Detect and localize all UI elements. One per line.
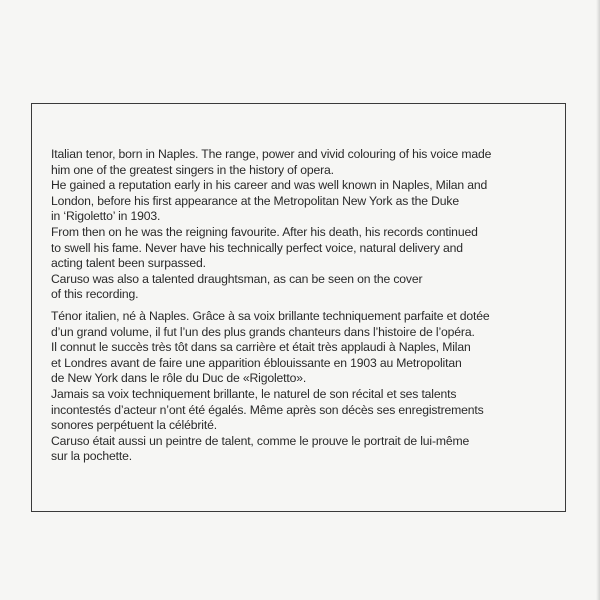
french-line: sur la pochette.	[51, 449, 132, 464]
french-line: Ténor italien, né à Naples. Grâce à sa voix brillante techniquement parfaite et dotée	[51, 309, 490, 323]
english-line: acting talent been surpassed.	[51, 256, 206, 271]
english-line: him one of the greatest singers in the history of opera.	[51, 162, 334, 177]
english-line: From then on he was the reigning favourite. After his death, his records continued	[51, 224, 478, 239]
english-line: to swell his fame. Never have his technically perfect voice, natural delivery and	[51, 240, 463, 255]
english-line: London, before his first appearance at the Metropolitan New York as the Duke	[51, 193, 459, 208]
english-biography	[51, 147, 551, 303]
english-line: Italian tenor, born in Naples. The range, power and vivid colouring of his voice made	[51, 147, 492, 161]
french-line: d’un grand volume, il fut l’un des plus grands chanteurs dans l’histoire de l’opéra.	[51, 324, 475, 339]
english-line: in ‘Rigoletto’ in 1903.	[51, 209, 161, 224]
french-line: Il connut le succès très tôt dans sa carrière et était très applaudi à Naples, Milan	[51, 340, 471, 355]
french-line: Caruso était aussi un peintre de talent, comme le prouve le portrait de lui-même	[51, 433, 470, 448]
french-line: et Londres avant de faire une apparition éblouissante en 1903 au Metropolitan	[51, 355, 462, 370]
french-line: de New York dans le rôle du Duc de «Rigoletto».	[51, 371, 307, 386]
english-line: of this recording.	[51, 287, 139, 302]
english-line: Caruso was also a talented draughtsman, as can be seen on the cover	[51, 271, 423, 286]
french-line: incontestés d’acteur n’ont été égalés. Même après son décès ses enregistrements	[51, 402, 484, 417]
french-biography	[51, 309, 551, 465]
french-line: sonores perpétuent la célébrité.	[51, 418, 217, 433]
french-line: Jamais sa voix techniquement brillante, le naturel de son récital et ses talents	[51, 386, 457, 401]
english-line: He gained a reputation early in his career and was well known in Naples, Milan and	[51, 178, 488, 193]
page-edge-shadow	[596, 0, 600, 600]
